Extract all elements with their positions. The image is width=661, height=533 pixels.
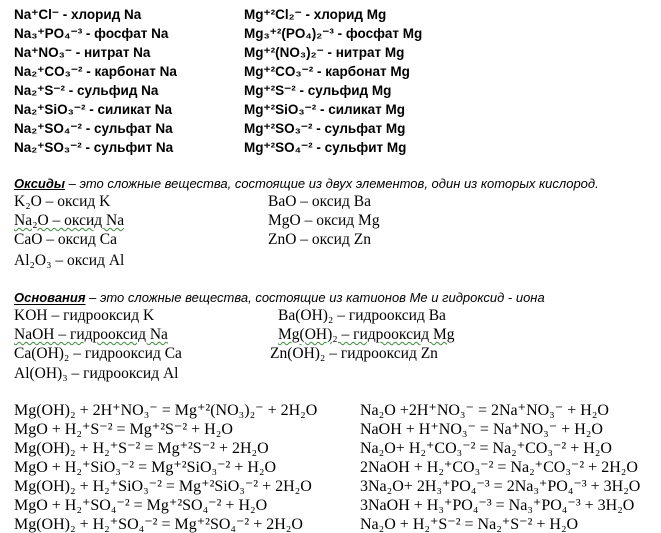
bases-definition: – это сложные вещества, состоящие из катионов Me и гидроксид - иона [85, 290, 545, 305]
base-naoh: NaOH – гидрооксид Na [14, 326, 168, 343]
salt-mg-chloride: Mg⁺²Cl₂⁻ - хлорид Mg [244, 7, 387, 22]
equation-right-1: Na₂O +2H⁺NO₃⁻ = 2Na⁺NO₃⁻ + H₂O [360, 402, 609, 419]
base-caoh2: Ca(OH)₂ – гидрооксид Ca [14, 345, 182, 362]
salt-mg-sulfate: Mg⁺²SO₃⁻² - сульфат Mg [244, 121, 406, 136]
oxides-definition: – это сложные вещества, состоящие из двух элементов, один из которых кислород. [65, 176, 599, 191]
equation-right-6: 3NaOH + H₃⁺PO₄⁻³ = Na₃⁺PO₄⁻³ + 3H₂O [360, 497, 635, 514]
salt-na-sulfide: Na₂⁺S⁻² - сульфид Na [14, 83, 159, 98]
oxide-na2o: Na₂O – оксид Na [14, 212, 125, 229]
equation-left-7: Mg(OH)₂ + H₂⁺SO₄⁻² = Mg⁺²SO₄⁻² + 2H₂O [14, 516, 303, 533]
salt-mg-silicate: Mg⁺²SiO₃⁻² - силикат Mg [244, 102, 406, 117]
salt-na-nitrate: Na⁺NO₃⁻ - нитрат Na [14, 45, 151, 60]
salt-na-sulfite: Na₂⁺SO₃⁻² - сульфит Na [14, 140, 174, 155]
equation-right-4: 2NaOH + H₂⁺CO₃⁻² = Na₂⁺CO₃⁻² + 2H₂O [360, 459, 638, 476]
oxide-zno: ZnO – оксид Zn [268, 231, 371, 248]
salt-na-sulfate: Na₂⁺SO₄⁻² - сульфат Na [14, 121, 173, 136]
equation-left-1: Mg(OH)₂ + 2H⁺NO₃⁻ = Mg⁺²(NO₃)₂⁻ + 2H₂O [14, 402, 318, 419]
equation-right-5: 3Na₂O+ 2H₃⁺PO₄⁻³ = 2Na₃⁺PO₄⁻³ + 3H₂O [360, 478, 641, 495]
base-znoh2: Zn(OH)₂ – гидрооксид Zn [270, 345, 438, 362]
equation-right-2: NaOH + H⁺NO₃⁻ = Na⁺NO₃⁻ + H₂O [360, 421, 603, 438]
bases-heading [14, 291, 545, 304]
oxides-heading [14, 177, 599, 190]
oxide-cao: CaO – оксид Ca [14, 231, 117, 248]
base-mgoh2: Mg(OH)₂ – гидрооксид Mg [278, 326, 455, 343]
equation-left-5: Mg(OH)₂ + H₂⁺SiO₃⁻² = Mg⁺²SiO₃⁻² + 2H₂O [14, 478, 312, 495]
base-koh: KOH – гидрооксид K [14, 307, 155, 324]
equation-left-3: Mg(OH)₂ + H₂⁺S⁻² = Mg⁺²S⁻² + 2H₂O [14, 440, 269, 457]
salt-mg-carbonate: Mg⁺²CO₃⁻² - карбонат Mg [244, 64, 410, 79]
oxide-k2o: K₂O – оксид K [14, 193, 111, 210]
bases-term: Основания [14, 290, 86, 305]
oxide-mgo: MgO – оксид Mg [268, 212, 380, 229]
salt-na-silicate: Na₂⁺SiO₃⁻² - силикат Na [14, 102, 173, 117]
equation-left-6: MgO + H₂⁺SO₄⁻² = Mg⁺²SO₄⁻² + H₂O [14, 497, 268, 514]
equation-left-2: MgO + H₂⁺S⁻² = Mg⁺²S⁻² + H₂O [14, 421, 233, 438]
equation-left-4: MgO + H₂⁺SiO₃⁻² = Mg⁺²SiO₃⁻² + H₂O [14, 459, 277, 476]
salt-mg-sulfite: Mg⁺²SO₄⁻² - сульфит Mg [244, 140, 407, 155]
base-baoh2: Ba(OH)₂ – гидрооксид Ba [278, 307, 446, 324]
oxide-al2o3: Al₂O₃ – оксид Al [14, 252, 125, 269]
salt-mg-sulfide: Mg⁺²S⁻² - сульфид Mg [244, 83, 392, 98]
salt-mg-nitrate: Mg⁺²(NO₃)₂⁻ - нитрат Mg [244, 45, 405, 60]
salt-na-phosphate: Na₃⁺PO₄⁻³ - фосфат Na [14, 26, 169, 41]
oxides-term: Оксиды [14, 176, 66, 191]
oxide-bao: BaO – оксид Ba [268, 193, 371, 210]
salt-na-chloride: Na⁺Cl⁻ - хлорид Na [14, 7, 142, 22]
salt-na-carbonate: Na₂⁺CO₃⁻² - карбонат Na [14, 64, 177, 79]
salt-mg-phosphate: Mg₃⁺²(PO₄)₂⁻³ - фосфат Mg [244, 26, 423, 41]
equation-right-3: Na₂O+ H₂⁺CO₃⁻² = Na₂⁺CO₃⁻² + H₂O [360, 440, 612, 457]
equation-right-7: Na₂O + H₂⁺S⁻² = Na₂⁺S⁻² + H₂O [360, 516, 579, 533]
base-aloh3: Al(OH)₃ – гидрооксид Al [14, 365, 179, 382]
